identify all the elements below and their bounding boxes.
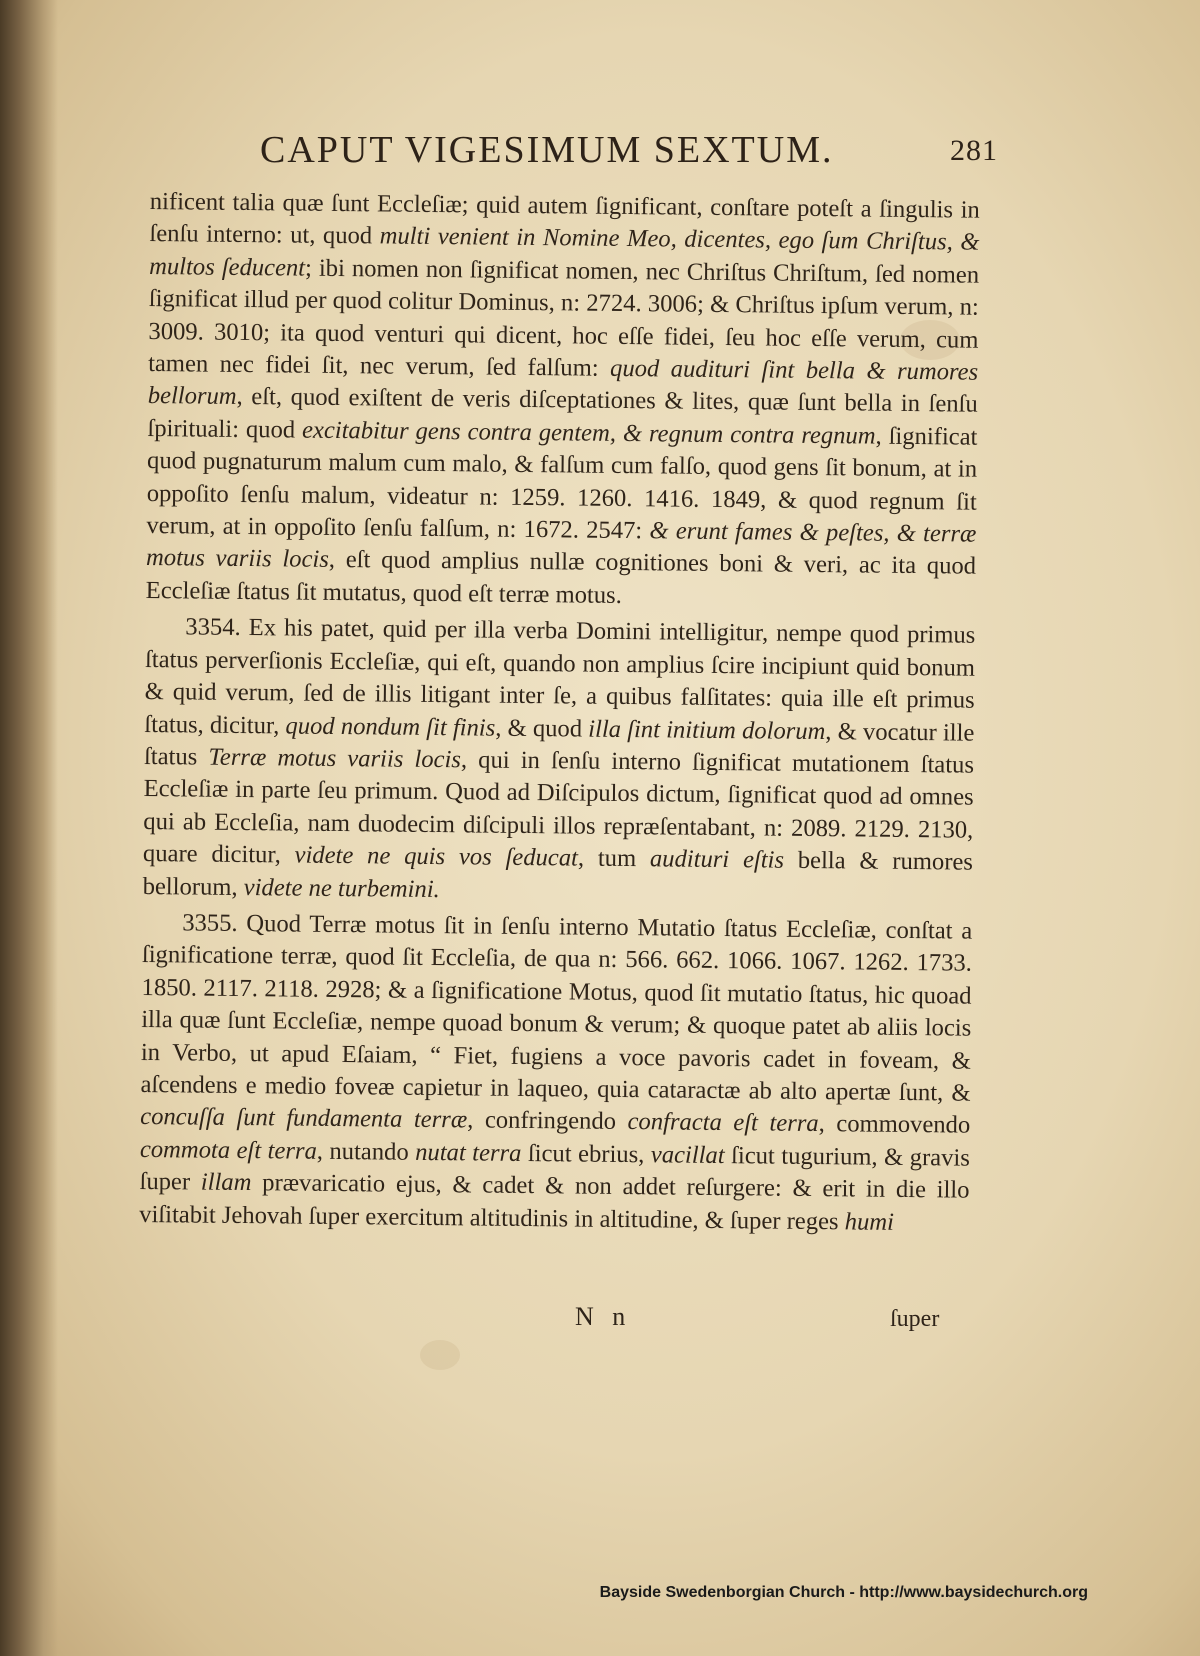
text-run: , ſignificat quod pugnaturum malum cum malo, & falſum cum falſo, quod gens ſit bonum, at in oppoſito ſenſu malum, videatur n: 1259. 1260. 1416. 1849, & quod regnum ſit verum, at in oppoſito ſenſu falſum, n: 1672. 2547: <box>146 422 978 545</box>
text-run: , eſt, quod exiſtent de veris diſceptationes & lites, quæ ſunt bella in ſenſu ſpirituali: quod <box>147 383 978 444</box>
paragraph-continuation <box>146 186 980 616</box>
paper-stain <box>420 1340 460 1370</box>
text-run: , & vocatur ille ſtatus <box>143 717 975 771</box>
italic-quote: concuſſa ſunt fundamenta terræ <box>140 1103 468 1134</box>
page-number: 281 <box>950 134 998 167</box>
italic-quote: videte ne turbemini. <box>243 873 440 903</box>
italic-quote: audituri eſtis <box>649 845 785 874</box>
catchword: ſuper <box>890 1306 940 1332</box>
text-run: prævaricatio ejus, & cadet & non addet reſurgere: & erit in die illo viſitabit Jehovah ſuper exercitum altitudinis in altitudine, & ſuper reges <box>139 1169 970 1235</box>
italic-quote: multi venient in Nomine Meo, dicentes, ego ſum Chriſtus, & multos ſeducent <box>149 222 980 282</box>
italic-quote: commota eſt terra <box>139 1135 317 1165</box>
text-run: , & quod <box>495 714 589 743</box>
text-run: , confringendo <box>467 1106 628 1136</box>
text-run: , eſt quod amplius nullæ cognitiones boni & veri, ac ita quod Eccleſiæ ſtatus ſit mutatus, quod eſt terræ motus. <box>145 546 977 609</box>
text-run: ſicut tugurium, & gravis ſuper <box>139 1141 970 1196</box>
text-run: bella & rumores bellorum, <box>142 846 974 901</box>
body-text <box>139 186 980 1240</box>
text-run: , qui in ſenſu interno ſignificat mutationem ſtatus Eccleſiæ in parte ſeu primum. Quod ad Diſcipulos dictum, ſignificat quod ad omnes qui ab Eccleſia, nam duodecim diſcipuli illos repræſentabant, n: 2089. 2129. 2130, quare dicitur, <box>142 746 975 869</box>
italic-quote: confracta eſt terra <box>627 1108 819 1138</box>
binding-gutter-shadow <box>0 0 58 1656</box>
text-run: , tum <box>577 844 651 873</box>
italic-quote: humi <box>844 1207 895 1236</box>
signature-mark: N n <box>575 1302 632 1331</box>
paragraph-3355 <box>139 907 972 1240</box>
text-run: ; ibi nomen non ſignificat nomen, nec Chriſtus Chriſtum, ſed nomen ſignificat illud per quod colitur Dominus, n: 2724. 3006; & Chriſtus ipſum verum, n: 3009. 3010; ita quod venturi qui dicent, hoc eſſe fidei, ſeu hoc eſſe verum, cum tamen nec fidei ſit, nec verum, ſed falſum: <box>147 254 980 382</box>
italic-quote: Terræ motus variis locis <box>208 743 462 774</box>
italic-quote: & erunt fames & peſtes, & terræ motus variis locis <box>145 517 977 574</box>
text-run: ſicut ebrius, <box>521 1139 652 1169</box>
text-run: , nutando <box>316 1137 416 1166</box>
italic-quote: nutat terra <box>415 1138 522 1167</box>
text-run: Ex his patet, quid per illa verba Domini intelligitur, nempe quod primus ſtatus perverſionis Eccleſiæ, qui eſt, quando non amplius ſcire incipiunt quid bonum & quid verum, ſed de illis litigant inter ſe, a quibus falſitates: quia ille eſt primus ſtatus, dicitur, <box>144 614 976 739</box>
text-run: nificent talia quæ ſunt Eccleſiæ; quid autem ſignificant, conſtare poteſt a ſingulis in ſenſu interno: ut, quod <box>149 187 980 250</box>
page-header <box>240 106 1000 171</box>
italic-quote: quod nondum ſit finis <box>285 711 496 742</box>
italic-quote: illam <box>200 1168 252 1197</box>
italic-quote: quod audituri ſint bella & rumores bellorum <box>147 354 979 411</box>
italic-quote: excitabitur gens contra gentem, & regnum contra regnum <box>301 416 876 450</box>
text-run: Quod Terræ motus ſit in ſenſu interno Mutatio ſtatus Eccleſiæ, conſtat a ſignificatione terræ, quod ſit Eccleſia, de qua n: 566. 662. 1066. 1067. 1262. 1733. 1850. 2117. 2118. 2928; & a ſignificatione Motus, quod ſit mutatio ſtatus, hic quoad illa quæ ſunt Eccleſiæ, nempe quoad bonum & verum; & quoque patet ab aliis locis in Verbo, ut apud Eſaiam, “ Fiet, fugiens a voce pavoris cadet in foveam, & aſcendens e medio foveæ capietur in laqueo, quia cataractæ ab alto apertæ ſunt, & <box>140 909 973 1107</box>
paragraph-number: 3355. <box>182 909 238 937</box>
italic-quote: vacillat <box>650 1141 725 1169</box>
paragraph-3354 <box>142 611 975 911</box>
text-run: , commovendo <box>818 1110 971 1140</box>
italic-quote: videte ne quis vos ſeducat <box>294 841 579 872</box>
paragraph-number: 3354. <box>185 613 241 642</box>
source-watermark: Bayside Swedenborgian Church - http://www.baysidechurch.org <box>599 1584 1088 1601</box>
italic-quote: illa ſint initium dolorum <box>588 715 826 745</box>
running-title: CAPUT VIGESIMUM SEXTUM. <box>260 129 834 171</box>
